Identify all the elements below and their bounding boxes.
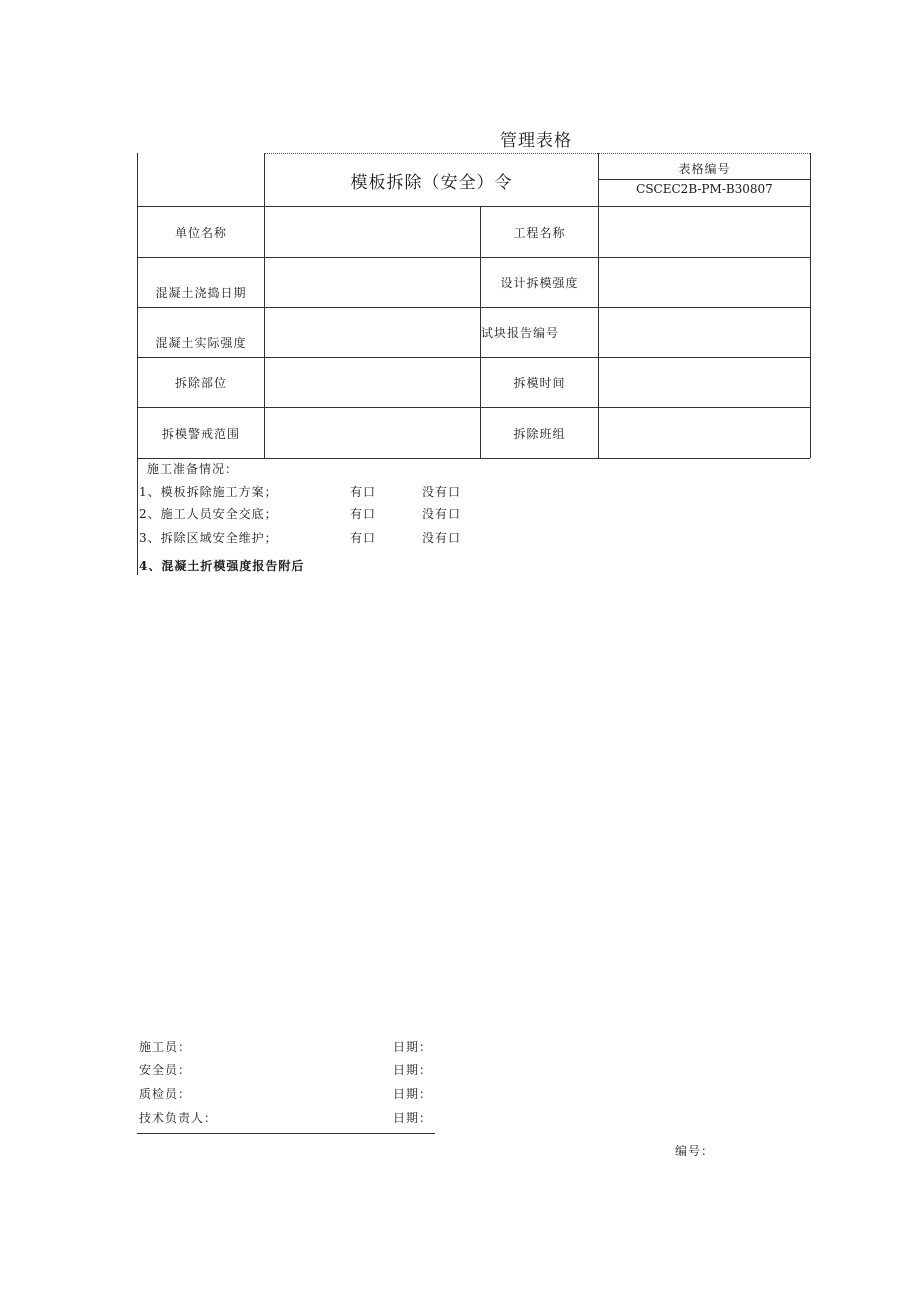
table-right-border [810,153,811,458]
form-code-value: CSCEC2B-PM-B30807 [636,182,773,196]
prep-item-1-no[interactable]: 没有口 [422,485,462,499]
row-label-pour-date: 混凝土浇捣日期 [155,286,247,300]
form-title: 模板拆除（安全）令 [350,172,513,193]
prep-item-1-text: 1、模板拆除施工方案； [139,485,278,499]
signature-divider [137,1133,435,1134]
signature-role-technical: 技术负责人： [139,1111,218,1125]
warning-range-field[interactable] [265,408,480,458]
row-label-report-number: 试块报告编号 [481,326,560,340]
signature-date-technical: 日期： [393,1111,433,1125]
row-label-removal-time: 拆模时间 [513,376,566,390]
prep-heading: 施工准备情况： [147,462,239,476]
row-label-removal-team: 拆除班组 [513,426,566,441]
removal-time-field[interactable] [599,358,810,407]
pour-date-field[interactable] [265,258,480,307]
signature-date-constructor: 日期： [393,1040,433,1054]
prep-item-3-yes[interactable]: 有口 [350,531,377,545]
removal-location-field[interactable] [265,358,480,407]
row-label-warning-range: 拆模警戒范围 [161,426,240,441]
prep-item-3-no[interactable]: 没有口 [422,531,462,545]
signature-role-constructor: 施工员： [139,1040,192,1054]
report-number-field[interactable] [599,308,810,357]
page-title: 管理表格 [500,131,572,151]
prep-item-2-text: 2、施工人员安全交底； [139,507,278,521]
signature-date-quality: 日期： [393,1087,433,1101]
row-label-design-strength: 设计拆模强度 [500,276,579,290]
row-label-project-name: 工程名称 [513,225,566,240]
project-name-field[interactable] [599,207,810,257]
signature-role-safety: 安全员： [139,1063,192,1077]
row-label-unit-name: 单位名称 [174,225,227,240]
design-strength-field[interactable] [599,258,810,307]
prep-item-2-yes[interactable]: 有口 [350,507,377,521]
signature-role-quality: 质检员： [139,1087,192,1101]
table-bottom-border [137,458,810,459]
form-code-label: 表格编号 [678,161,731,176]
prep-item-4-note: 4、混凝土折模强度报告附后 [139,559,305,573]
signature-date-safety: 日期： [393,1063,433,1077]
footer-number-label: 编号： [675,1144,715,1158]
unit-name-field[interactable] [265,207,480,257]
prep-item-3-text: 3、拆除区域安全维护； [139,531,278,545]
removal-team-field[interactable] [599,408,810,458]
row-label-actual-strength: 混凝土实际强度 [155,336,247,350]
prep-item-2-no[interactable]: 没有口 [422,507,462,521]
actual-strength-field[interactable] [265,308,480,357]
prep-item-1-yes[interactable]: 有口 [350,485,377,499]
row-label-removal-location: 拆除部位 [174,376,227,390]
